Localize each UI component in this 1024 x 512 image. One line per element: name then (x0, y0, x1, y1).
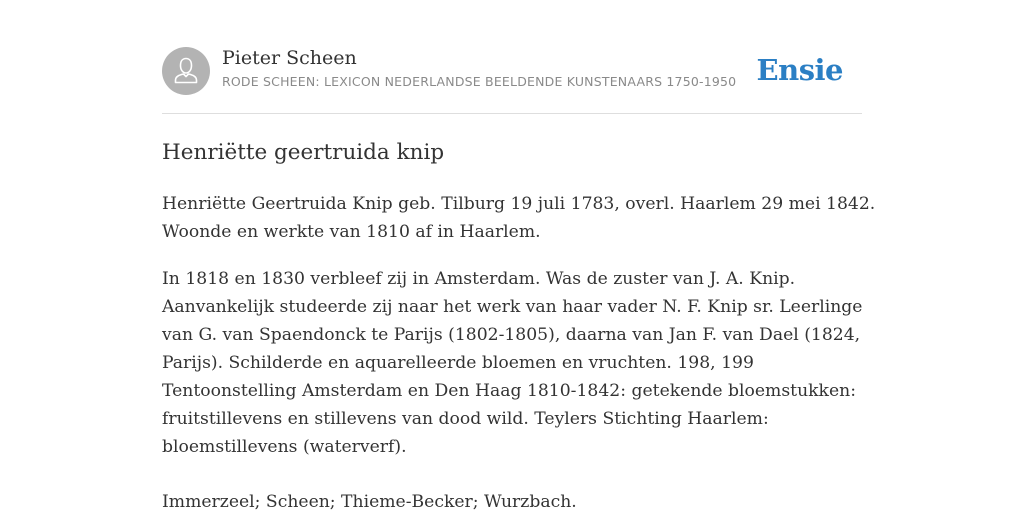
author-name[interactable]: Pieter Scheen (222, 47, 357, 69)
paragraph-1 (162, 190, 876, 246)
paragraph-line: In 1818 en 1830 verbleef zij in Amsterdam. Was de zuster van J. A. Knip. (162, 269, 796, 289)
article-header (162, 46, 862, 96)
user-icon (162, 47, 210, 95)
paragraph-2 (162, 265, 862, 461)
article-body (162, 190, 876, 480)
source-lexicon[interactable]: RODE SCHEEN: LEXICON NEDERLANDSE BEELDENDE KUNSTENAARS 1750-1950 (222, 74, 737, 89)
paragraph-line: Aanvankelijk studeerde zij naar het werk van haar vader N. F. Knip sr. Leerlinge (162, 297, 863, 317)
paragraph-line: Parijs). Schilderde en aquarelleerde bloemen en vruchten. 198, 199 (162, 353, 754, 373)
paragraph-line: Henriëtte Geertruida Knip geb. Tilburg 19 juli 1783, overl. Haarlem 29 mei 1842. (162, 194, 876, 214)
author-avatar[interactable] (162, 47, 210, 95)
paragraph-line: fruitstillevens en stillevens van dood wild. Teylers Stichting Haarlem: (162, 409, 769, 429)
paragraph-line: Woonde en werkte van 1810 af in Haarlem. (162, 222, 541, 242)
paragraph-line: van G. van Spaendonck te Parijs (1802-1805), daarna van Jan F. van Dael (1824, (162, 325, 861, 345)
references: Immerzeel; Scheen; Thieme-Becker; Wurzbach. (162, 492, 577, 512)
article-page (162, 0, 876, 512)
paragraph-line: bloemstillevens (waterverf). (162, 437, 407, 457)
page-title: Henriëtte geertruida knip (162, 140, 445, 165)
header-divider (162, 113, 862, 114)
paragraph-line: Tentoonstelling Amsterdam en Den Haag 1810-1842: getekende bloemstukken: (162, 381, 857, 401)
brand-logo[interactable]: Ensie (756, 53, 843, 87)
